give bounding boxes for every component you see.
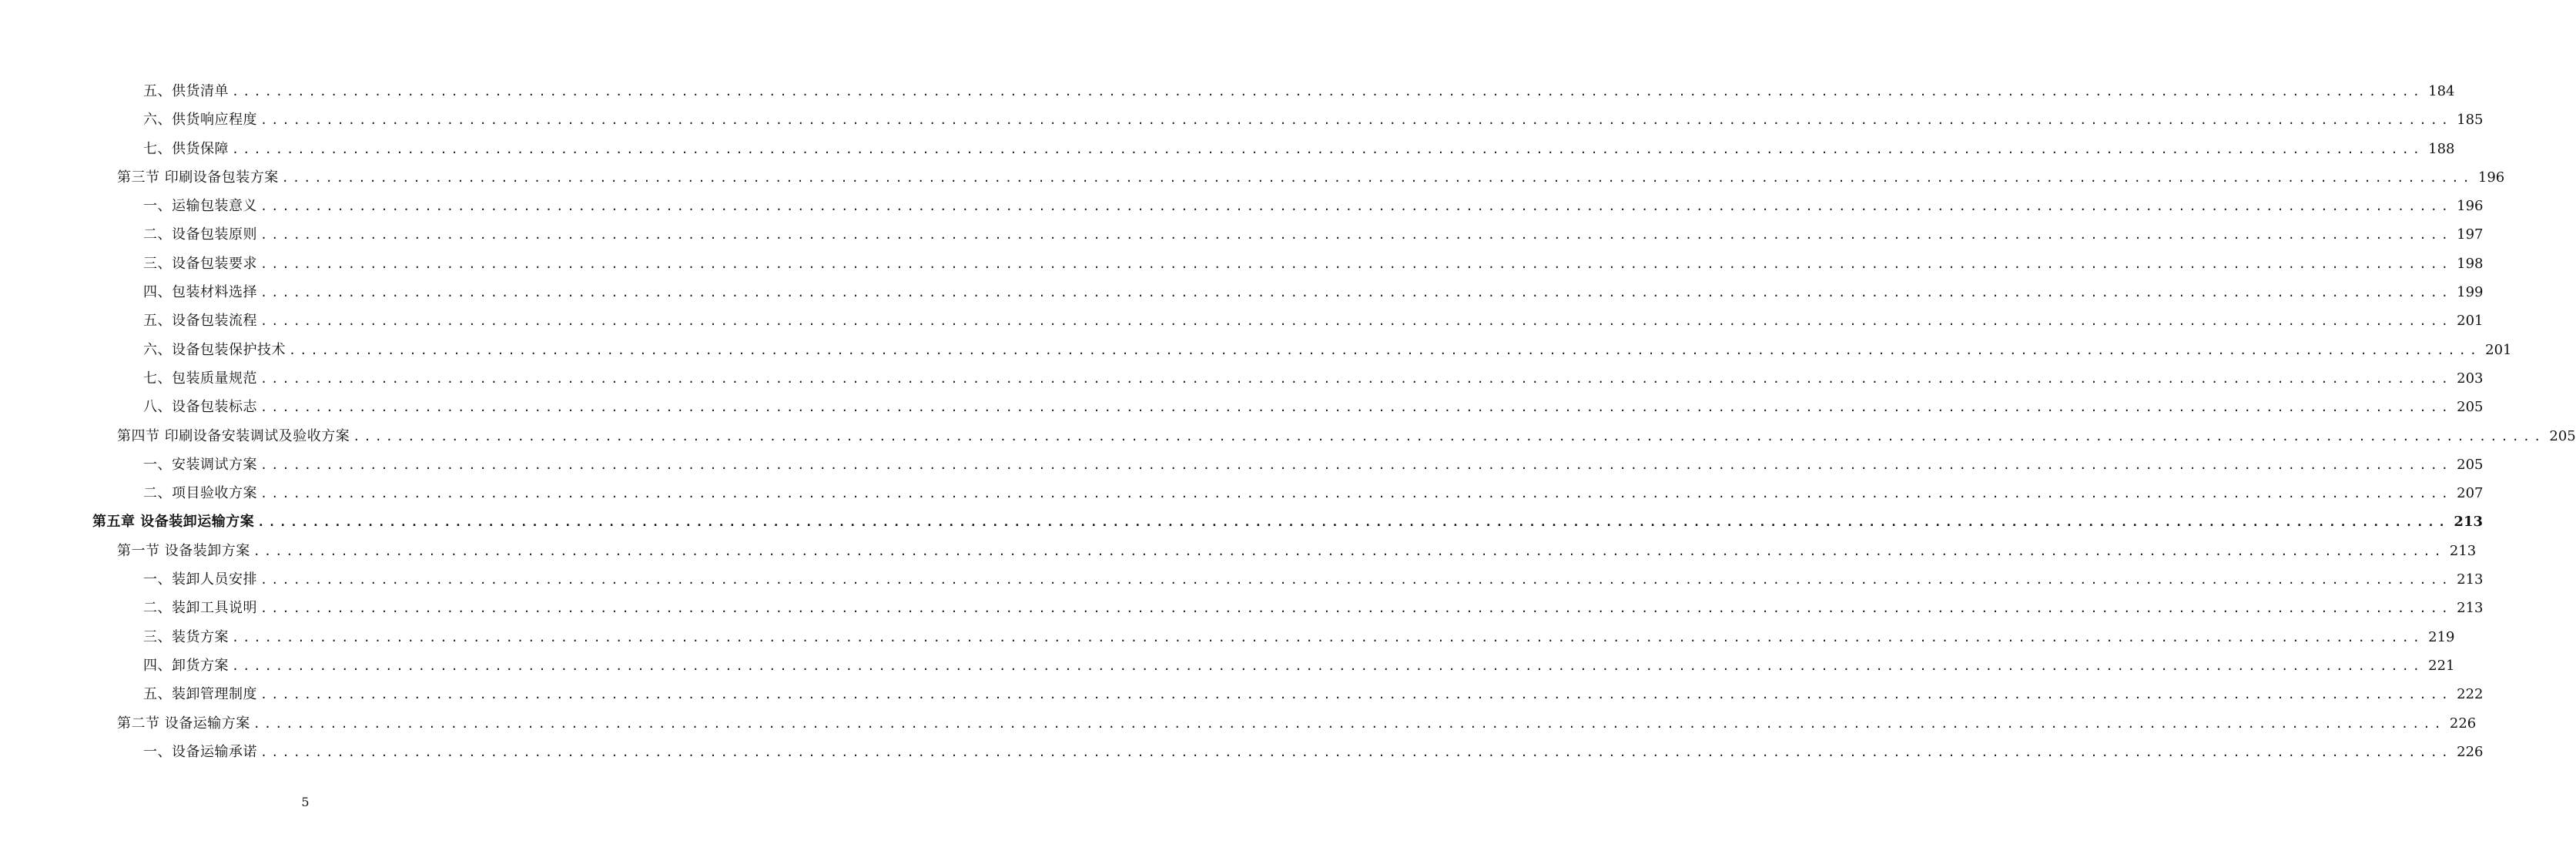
toc-dot-leader: ........................................................................................................................................................................................................ <box>260 256 2453 271</box>
toc-entry-item[interactable] <box>0 278 2484 306</box>
toc-entry-title: 五、设备包装流程 <box>143 313 257 330</box>
toc-entry-item[interactable] <box>0 479 2484 507</box>
toc-entry-item[interactable] <box>0 594 2484 622</box>
toc-dot-leader: ........................................................................................................................................................................................................ <box>353 429 2545 444</box>
toc-dot-leader: ........................................................................................................................................................................................................ <box>257 515 2450 530</box>
toc-entry-page: 199 <box>2457 284 2484 301</box>
toc-entry-title: 第三节 印刷设备包装方案 <box>117 169 279 186</box>
toc-dot-leader: ........................................................................................................................................................................................................ <box>260 314 2453 329</box>
toc-dot-leader: ........................................................................................................................................................................................................ <box>260 487 2453 501</box>
toc-entry-title: 六、设备包装保护技术 <box>143 341 286 358</box>
toc-dot-leader: ........................................................................................................................................................................................................ <box>260 573 2453 588</box>
toc-entry-page: 198 <box>2457 255 2484 272</box>
toc-entry-title: 四、包装材料选择 <box>143 284 257 301</box>
toc-entry-section[interactable] <box>0 422 2576 450</box>
toc-entry-title: 二、装卸工具说明 <box>143 600 257 617</box>
toc-entry-page: 185 <box>2457 112 2484 129</box>
toc-entry-title: 七、供货保障 <box>143 140 229 157</box>
toc-entry-item[interactable] <box>0 220 2484 249</box>
toc-entry-item[interactable] <box>0 393 2484 421</box>
toc-entry-title: 第四节 印刷设备安装调试及验收方案 <box>117 427 350 444</box>
toc-dot-leader: ........................................................................................................................................................................................................ <box>232 658 2424 673</box>
toc-entry-title: 一、安装调试方案 <box>143 456 257 473</box>
toc-entry-page: 205 <box>2457 456 2484 473</box>
toc-dot-leader: ........................................................................................................................................................................................................ <box>232 85 2424 99</box>
toc-entry-title: 一、设备运输承诺 <box>143 743 257 760</box>
toc-entry-page: 197 <box>2457 226 2484 243</box>
toc-entry-page: 213 <box>2457 600 2484 617</box>
toc-entry-page: 213 <box>2449 542 2477 559</box>
toc-dot-leader: ........................................................................................................................................................................................................ <box>232 142 2424 156</box>
toc-entry-page: 205 <box>2457 399 2484 416</box>
toc-entry-title: 第五章 设备装卸运输方案 <box>92 514 255 531</box>
toc-entry-item[interactable] <box>0 738 2484 766</box>
page-number: 5 <box>301 795 310 809</box>
toc-dot-leader: ........................................................................................................................................................................................................ <box>260 745 2453 759</box>
toc-entry-page: 222 <box>2457 686 2484 703</box>
toc-entry-page: 226 <box>2449 715 2477 732</box>
toc-entry-section[interactable] <box>0 537 2477 565</box>
toc-entry-item[interactable] <box>0 77 2455 105</box>
toc-dot-leader: ........................................................................................................................................................................................................ <box>260 113 2453 128</box>
toc-dot-leader: ........................................................................................................................................................................................................ <box>289 343 2481 357</box>
toc-entry-page: 213 <box>2454 514 2483 531</box>
toc-entry-page: 203 <box>2457 370 2484 387</box>
toc-entry-title: 一、装卸人员安排 <box>143 571 257 588</box>
toc-dot-leader: ........................................................................................................................................................................................................ <box>253 544 2445 558</box>
toc-entry-title: 第二节 设备运输方案 <box>117 715 250 732</box>
toc-entry-page: 184 <box>2428 83 2455 99</box>
toc-dot-leader: ........................................................................................................................................................................................................ <box>260 286 2453 300</box>
toc-entry-item[interactable] <box>0 249 2484 278</box>
toc-entry-item[interactable] <box>0 336 2512 364</box>
toc-entry-item[interactable] <box>0 364 2484 393</box>
toc-entry-page: 201 <box>2485 341 2512 358</box>
toc-dot-leader: ........................................................................................................................................................................................................ <box>281 170 2474 185</box>
toc-entry-title: 五、装卸管理制度 <box>143 686 257 703</box>
toc-entry-page: 221 <box>2428 657 2455 674</box>
toc-entry-item[interactable] <box>0 651 2455 680</box>
toc-entry-section[interactable] <box>0 163 2505 192</box>
toc-entry-title: 四、卸货方案 <box>143 657 229 674</box>
toc-entry-item[interactable] <box>0 192 2484 220</box>
toc-dot-leader: ........................................................................................................................................................................................................ <box>260 400 2453 415</box>
toc-entry-item[interactable] <box>0 135 2455 163</box>
toc-dot-leader: ........................................................................................................................................................................................................ <box>260 199 2453 214</box>
toc-entry-section[interactable] <box>0 709 2477 738</box>
toc-entry-title: 二、项目验收方案 <box>143 485 257 502</box>
toc-dot-leader: ........................................................................................................................................................................................................ <box>260 688 2453 702</box>
toc-entry-item[interactable] <box>0 623 2455 651</box>
toc-entry-page: 219 <box>2428 628 2455 645</box>
toc-entry-title: 三、设备包装要求 <box>143 255 257 272</box>
toc-entry-title: 第一节 设备装卸方案 <box>117 542 250 559</box>
toc-entry-title: 八、设备包装标志 <box>143 399 257 416</box>
toc-entry-page: 201 <box>2457 313 2484 330</box>
table-of-contents <box>0 77 2576 766</box>
toc-entry-page: 207 <box>2457 485 2484 502</box>
toc-entry-item[interactable] <box>0 450 2484 479</box>
toc-dot-leader: ........................................................................................................................................................................................................ <box>260 228 2453 243</box>
toc-entry-title: 七、包装质量规范 <box>143 370 257 387</box>
toc-entry-item[interactable] <box>0 565 2484 594</box>
toc-entry-title: 五、供货清单 <box>143 83 229 99</box>
toc-entry-chapter[interactable] <box>0 507 2483 536</box>
toc-dot-leader: ........................................................................................................................................................................................................ <box>260 371 2453 386</box>
toc-dot-leader: ........................................................................................................................................................................................................ <box>260 457 2453 472</box>
toc-dot-leader: ........................................................................................................................................................................................................ <box>253 716 2445 731</box>
toc-dot-leader: ........................................................................................................................................................................................................ <box>232 630 2424 645</box>
toc-dot-leader: ........................................................................................................................................................................................................ <box>260 601 2453 616</box>
toc-entry-title: 二、设备包装原则 <box>143 226 257 243</box>
toc-entry-page: 188 <box>2428 140 2455 157</box>
toc-entry-page: 205 <box>2549 427 2576 444</box>
toc-entry-page: 226 <box>2457 743 2484 760</box>
toc-entry-page: 196 <box>2457 198 2484 215</box>
toc-entry-page: 196 <box>2477 169 2505 186</box>
toc-entry-item[interactable] <box>0 306 2484 335</box>
toc-entry-title: 一、运输包装意义 <box>143 198 257 215</box>
toc-entry-page: 213 <box>2457 571 2484 588</box>
toc-entry-item[interactable] <box>0 680 2484 708</box>
toc-entry-title: 六、供货响应程度 <box>143 112 257 129</box>
toc-entry-title: 三、装货方案 <box>143 628 229 645</box>
toc-entry-item[interactable] <box>0 105 2484 134</box>
